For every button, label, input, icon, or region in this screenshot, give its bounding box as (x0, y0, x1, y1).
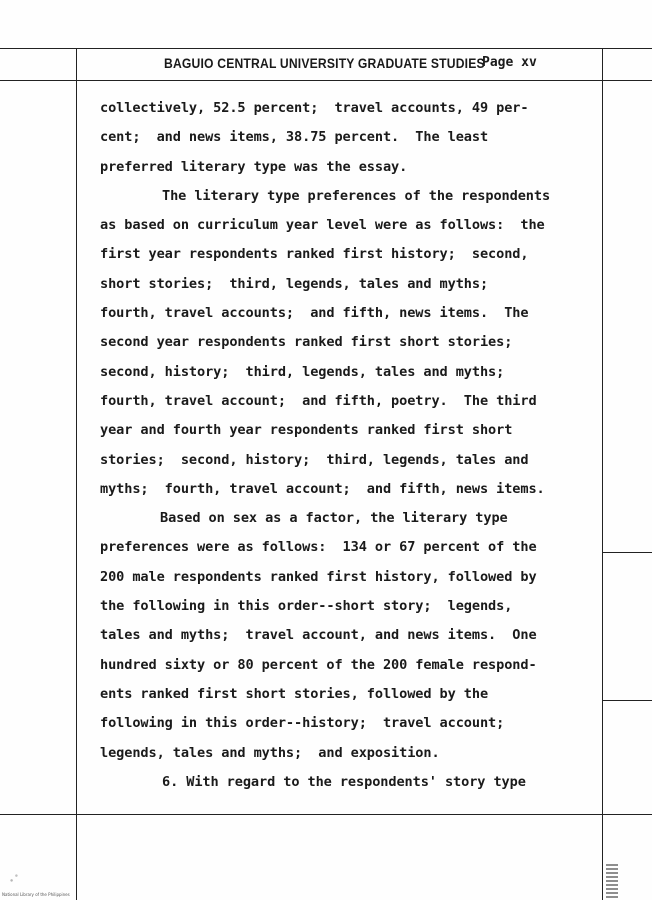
text-line: collectively, 52.5 percent; travel accounts, 49 per- (100, 100, 529, 116)
scan-imprint: National Library of the Philippines (2, 892, 70, 897)
text-line: myths; fourth, travel account; and fifth, news items. (100, 480, 545, 497)
text-line: ents ranked first short stories, followed by the (100, 685, 489, 702)
text-line: The literary type preferences of the respondents (162, 187, 551, 204)
header-title: BAGUIO CENTRAL UNIVERSITY GRADUATE STUDIES (164, 56, 485, 71)
text-line: second year respondents ranked first short stories; (100, 334, 513, 351)
bottom-rule (0, 814, 652, 815)
text-line: year and fourth year respondents ranked first short (100, 422, 513, 439)
top-rule (0, 48, 652, 49)
text-line: preferences were as follows: 134 or 67 percent of the (100, 539, 537, 556)
right-margin-rule (602, 48, 603, 900)
text-line: following in this order--history; travel account; (100, 715, 505, 732)
text-line: 200 male respondents ranked first history, followed by (100, 568, 537, 585)
text-line: hundred sixty or 80 percent of the 200 female respond- (100, 656, 537, 673)
text-line: first year respondents ranked first history; second, (100, 246, 529, 263)
text-line: stories; second, history; third, legends, tales and (100, 451, 529, 468)
text-line: tales and myths; travel account, and news items. One (100, 627, 537, 644)
text-line: fourth, travel account; and fifth, poetry. The third (100, 392, 537, 409)
text-line: Based on sex as a factor, the literary type (160, 510, 508, 527)
scan-edge-mark (606, 862, 618, 898)
header-bottom-rule (0, 80, 652, 81)
left-margin-rule (76, 48, 77, 900)
page-number: Page xv (482, 55, 537, 70)
library-seal-icon (2, 866, 26, 890)
text-line: fourth, travel accounts; and fifth, news items. The (100, 305, 529, 322)
text-line: 6. With regard to the respondents' story type (162, 773, 526, 790)
text-line: second, history; third, legends, tales and myths; (100, 363, 505, 380)
text-line: the following in this order--short story; legends, (100, 598, 513, 615)
text-line: short stories; third, legends, tales and myths; (100, 275, 489, 292)
page-header (78, 50, 602, 78)
text-line: preferred literary type was the essay. (100, 158, 408, 175)
body-text (100, 94, 600, 797)
text-line: legends, tales and myths; and exposition. (100, 744, 440, 761)
text-line: cent; and news items, 38.75 percent. The least (100, 129, 489, 146)
right-tab-rule-2 (602, 700, 652, 701)
right-tab-rule-1 (602, 552, 652, 553)
text-line: as based on curriculum year level were as follows: the (100, 217, 545, 234)
